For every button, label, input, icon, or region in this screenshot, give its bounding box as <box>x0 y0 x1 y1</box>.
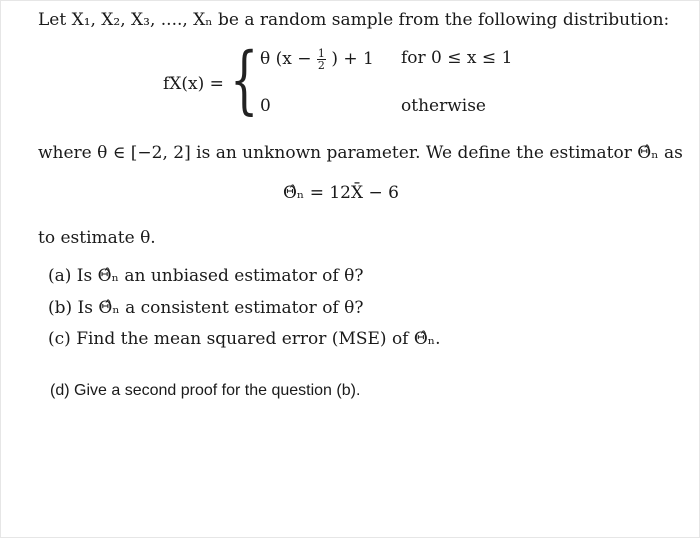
estimator-rhs: = 12X̄ − 6 <box>309 183 399 203</box>
pdf-case-1-condition: for 0 ≤ x ≤ 1 <box>401 48 513 68</box>
case-1-expr-end: ) + 1 <box>331 49 374 69</box>
pdf-definition <box>163 37 683 123</box>
parameter-statement: where θ ∈ [−2, 2] is an unknown parameter. We define the estimator Θ̂ₙ as <box>38 143 683 163</box>
question-c: (c) Find the mean squared error (MSE) of Θ̂ₙ. <box>48 329 441 349</box>
case-1-expr-start: θ (x − <box>260 49 312 69</box>
to-estimate-text: to estimate θ. <box>38 228 156 248</box>
question-d: (d) Give a second proof for the question (b). <box>50 382 361 399</box>
problem-intro: Let X₁, X₂, X₃, ...., Xₙ be a random sample from the following distribution: <box>38 10 670 30</box>
pdf-case-2-expression: 0 <box>260 96 271 116</box>
estimator-lhs: Θ̂ₙ <box>283 183 305 203</box>
pdf-case-2-condition: otherwise <box>401 96 486 116</box>
pdf-case-1-expression <box>260 48 374 71</box>
one-half-fraction <box>317 48 326 71</box>
fraction-denominator: 2 <box>317 59 325 72</box>
question-b: (b) Is Θ̂ₙ a consistent estimator of θ? <box>48 298 364 318</box>
pdf-lhs: fX(x) = <box>163 74 224 94</box>
estimator-equation <box>283 183 399 203</box>
cases-brace: { <box>230 37 259 123</box>
fraction-numerator: 1 <box>317 47 325 60</box>
question-a: (a) Is Θ̂ₙ an unbiased estimator of θ? <box>48 266 364 286</box>
